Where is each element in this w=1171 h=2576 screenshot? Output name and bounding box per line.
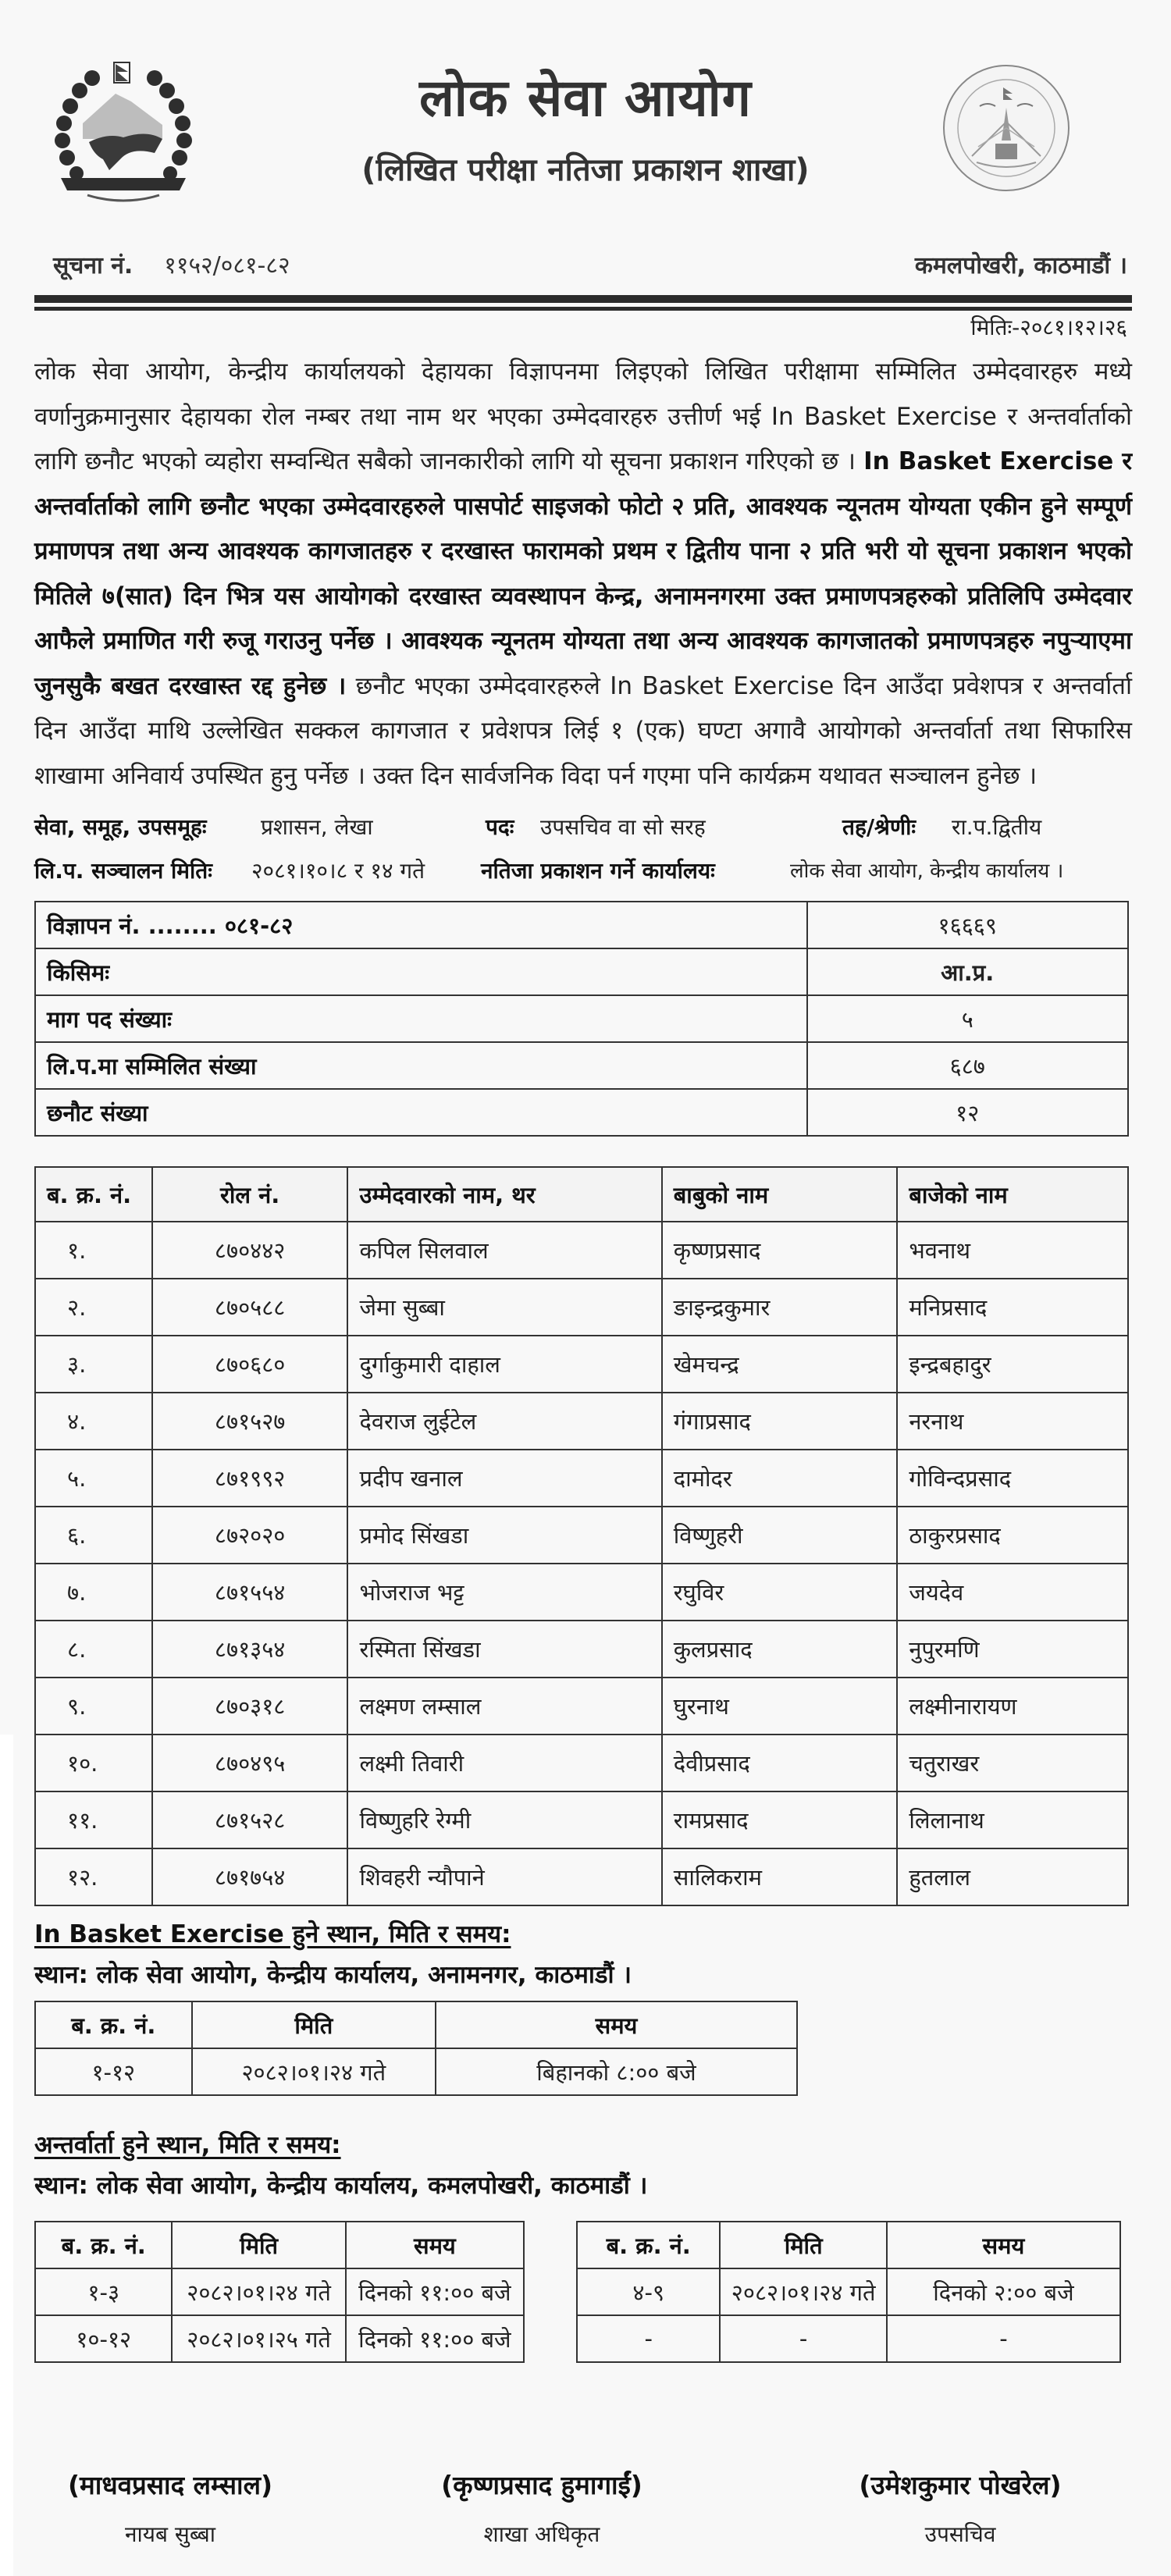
header-divider-thick — [34, 295, 1132, 303]
time-cell: दिनको ११:०० बजे — [346, 2315, 524, 2362]
roll-cell: ८७१७५४ — [152, 1848, 348, 1905]
table-header-row — [577, 2222, 1120, 2268]
info-label: छनौट संख्या — [35, 1089, 807, 1136]
name-cell: कपिल सिलवाल — [347, 1222, 661, 1279]
father-cell: सालिकराम — [662, 1848, 898, 1905]
roll-cell: ८७१९९२ — [152, 1450, 348, 1507]
post-value: उपसचिव वा सो सरह — [540, 814, 706, 840]
roll-cell: ८७०४४२ — [152, 1222, 348, 1279]
signatory-title: नायब सुब्बा — [125, 2521, 215, 2547]
office-location: कमलपोखरी, काठमाडौं । — [914, 252, 1127, 279]
father-cell: रामप्रसाद — [662, 1791, 898, 1848]
father-cell: खेमचन्द्र — [662, 1336, 898, 1393]
table-row — [577, 2315, 1120, 2362]
time-cell: दिनको ११:०० बजे — [346, 2268, 524, 2315]
signature-block-2 — [378, 2467, 706, 2549]
notice-body-attendance: छनौट भएका उम्मेदवारहरुले In Basket Exercise दिन आउँदा प्रवेशपत्र र अन्तर्वार्ता दिन आउँदा माथि उल्लेखित सक्कल कागजात र प्रवेशपत्र लिई १ (एक) घण्टा अगावै आयोगको अन्तर्वार्ता तथा सिफारिस शाखामा अनिवार्य उपस्थित हुनु पर्नेछ । उक्त दिन सार्वजनिक विदा पर्न गएमा पनि कार्यक्रम यथावत सञ्चालन हुनेछ । — [34, 671, 1133, 790]
serial-cell: ११. — [35, 1791, 152, 1848]
name-cell: प्रमोद सिंखडा — [347, 1507, 661, 1564]
name-cell: जेमा सुब्बा — [347, 1279, 661, 1336]
table-row — [35, 1089, 1128, 1136]
father-cell: विष्णुहरी — [662, 1507, 898, 1564]
time-cell: बिहानको ८:०० बजे — [436, 2048, 797, 2095]
serial-cell: २. — [35, 1279, 152, 1336]
grandfather-cell: नुपुरमणि — [897, 1621, 1128, 1678]
serial-range-cell: ४-९ — [577, 2268, 720, 2315]
column-header-time: समय — [887, 2222, 1120, 2268]
table-row — [577, 2268, 1120, 2315]
column-header-date: मिति — [192, 2001, 436, 2048]
column-header-date: मिति — [720, 2222, 886, 2268]
in-basket-schedule-table — [34, 2001, 798, 2096]
exam-date-label: लि.प. सञ्चालन मितिः — [34, 858, 212, 884]
service-label: सेवा, समूह, उपसमूहः — [34, 814, 207, 840]
roll-cell: ८७१३५४ — [152, 1621, 348, 1678]
signatory-name: (कृष्णप्रसाद हुमागाईं) — [441, 2470, 642, 2500]
father-cell: रघुविर — [662, 1564, 898, 1621]
table-header-row — [35, 1167, 1128, 1222]
table-row — [35, 2268, 524, 2315]
roll-cell: ८७०४९५ — [152, 1735, 348, 1791]
signatory-name: (माधवप्रसाद लम्साल) — [67, 2470, 273, 2500]
time-cell: - — [887, 2315, 1120, 2362]
grandfather-cell: लक्ष्मीनारायण — [897, 1678, 1128, 1735]
table-row — [35, 2315, 524, 2362]
notice-label: सूचना नं. — [53, 252, 133, 279]
serial-cell: ४. — [35, 1393, 152, 1450]
name-cell: रस्मिता सिंखडा — [347, 1621, 661, 1678]
column-header-grandfather: बाजेको नाम — [897, 1167, 1128, 1222]
signatory-title: उपसचिव — [924, 2521, 996, 2547]
table-header-row — [35, 2001, 797, 2048]
serial-cell: १२. — [35, 1848, 152, 1905]
serial-cell: १. — [35, 1222, 152, 1279]
table-row — [35, 902, 1128, 948]
roll-cell: ८७०६८० — [152, 1336, 348, 1393]
info-value: आ.प्र. — [807, 948, 1128, 995]
serial-cell: ८. — [35, 1621, 152, 1678]
serial-range-cell: १०-१२ — [35, 2315, 172, 2362]
father-cell: घुरनाथ — [662, 1678, 898, 1735]
date-cell: २०८२।०१।२४ गते — [192, 2048, 436, 2095]
serial-cell: ७. — [35, 1564, 152, 1621]
grandfather-cell: इन्द्रबहादुर — [897, 1336, 1128, 1393]
header-divider-thin — [34, 307, 1132, 311]
serial-cell: ३. — [35, 1336, 152, 1393]
service-value: प्रशासन, लेखा — [261, 814, 373, 840]
table-header-row — [35, 2222, 524, 2268]
selected-candidates-table — [34, 1166, 1129, 1906]
advertisement-info-table — [34, 901, 1129, 1137]
level-value: रा.प.द्वितीय — [952, 814, 1042, 840]
grandfather-cell: नरनाथ — [897, 1393, 1128, 1450]
table-row — [35, 1279, 1128, 1336]
interview-heading: अन्तर्वार्ता हुने स्थान, मिति र समय: — [34, 2131, 341, 2159]
notice-date: मितिः-२०८१।१२।२६ — [970, 315, 1127, 340]
info-label: किसिमः — [35, 948, 807, 995]
grandfather-cell: भवनाथ — [897, 1222, 1128, 1279]
name-cell: भोजराज भट्ट — [347, 1564, 661, 1621]
roll-cell: ८७२०२० — [152, 1507, 348, 1564]
notice-body-instructions: In Basket Exercise र अन्तर्वार्ताको लागि छनौट भएका उम्मेदवारहरुले पासपोर्ट साइजको फोटो २ प्रति, आवश्यक न्यूनतम योग्यता एकीन हुने सम्पूर्ण प्रमाणपत्र तथा अन्य आवश्यक कागजातहरु र दरखास्त फारामको प्रथम र द्वितीय पाना २ प्रति भरी यो सूचना प्रकाशन भएको मितिले ७(सात) दिन भित्र यस आयोगको दरखास्त व्यवस्थापन केन्द्र, अनामनगरमा उक्त प्रमाणपत्रहरुको प्रतिलिपि उम्मेदवार आफैले प्रमाणित गरी रुजू गराउनु पर्नेछ । आवश्यक न्यूनतम योग्यता तथा अन्य आवश्यक कागजातको प्रमाणपत्रहरु नपुऱ्याएमा जुनसुकै बखत दरखास्त रद्द हुनेछ । — [34, 447, 1132, 700]
page-title: लोक सेवा आयोग — [419, 68, 752, 128]
signatory-title: शाखा अधिकृत — [483, 2521, 600, 2547]
column-header-date: मिति — [172, 2222, 345, 2268]
table-row — [35, 1564, 1128, 1621]
father-cell: दामोदर — [662, 1450, 898, 1507]
date-cell: - — [720, 2315, 886, 2362]
serial-cell: ६. — [35, 1507, 152, 1564]
grandfather-cell: मनिप्रसाद — [897, 1279, 1128, 1336]
interview-place: स्थान: लोक सेवा आयोग, केन्द्रीय कार्यालय, कमलपोखरी, काठमाडौं । — [34, 2172, 648, 2200]
table-row — [35, 1678, 1128, 1735]
notice-number-group — [53, 248, 290, 280]
serial-range-cell: १-१२ — [35, 2048, 192, 2095]
info-label: विज्ञापन नं. ........ ०८१-८२ — [35, 902, 807, 948]
table-row — [35, 948, 1128, 995]
table-row — [35, 1042, 1128, 1089]
serial-range-cell: १-३ — [35, 2268, 172, 2315]
serial-range-cell: - — [577, 2315, 720, 2362]
column-header-roll: रोल नं. — [152, 1167, 348, 1222]
serial-cell: १०. — [35, 1735, 152, 1791]
meta-row-service — [34, 812, 1143, 843]
signature-block-1 — [6, 2467, 334, 2549]
table-row — [35, 1393, 1128, 1450]
table-row — [35, 1621, 1128, 1678]
interview-schedule-table-left — [34, 2221, 525, 2363]
signatory-name: (उमेशकुमार पोखरेल) — [859, 2470, 1062, 2500]
table-row — [35, 1450, 1128, 1507]
serial-cell: ५. — [35, 1450, 152, 1507]
father-cell: गंगाप्रसाद — [662, 1393, 898, 1450]
date-cell: २०८२।०१।२४ गते — [720, 2268, 886, 2315]
info-label: लि.प.मा सम्मिलित संख्या — [35, 1042, 807, 1089]
father-cell: कृष्णप्रसाद — [662, 1222, 898, 1279]
grandfather-cell: गोविन्दप्रसाद — [897, 1450, 1128, 1507]
date-cell: २०८२।०१।२४ गते — [172, 2268, 345, 2315]
table-row — [35, 1507, 1128, 1564]
date-cell: २०८२।०१।२५ गते — [172, 2315, 345, 2362]
name-cell: लक्ष्मण लम्साल — [347, 1678, 661, 1735]
info-label: माग पद संख्याः — [35, 995, 807, 1042]
page-edge-strip — [0, 1735, 13, 2576]
result-office-value: लोक सेवा आयोग, केन्द्रीय कार्यालय । — [790, 859, 1064, 883]
name-cell: शिवहरी न्यौपाने — [347, 1848, 661, 1905]
grandfather-cell: जयदेव — [897, 1564, 1128, 1621]
roll-cell: ८७१५२८ — [152, 1791, 348, 1848]
roll-cell: ८७१५५४ — [152, 1564, 348, 1621]
notice-number: ११५२/०८१-८२ — [164, 252, 290, 279]
table-row — [35, 2048, 797, 2095]
info-value: १२ — [807, 1089, 1128, 1136]
grandfather-cell: चतुराखर — [897, 1735, 1128, 1791]
table-row — [35, 1735, 1128, 1791]
column-header-name: उम्मेदवारको नाम, थर — [347, 1167, 661, 1222]
column-header-father: बाबुको नाम — [662, 1167, 898, 1222]
table-row — [35, 1791, 1128, 1848]
info-value: १६६६९ — [807, 902, 1128, 948]
table-row — [35, 1222, 1128, 1279]
time-cell: दिनको २:०० बजे — [887, 2268, 1120, 2315]
name-cell: विष्णुहरि रेग्मी — [347, 1791, 661, 1848]
post-label: पदः — [486, 814, 514, 840]
table-row — [35, 995, 1128, 1042]
table-row — [35, 1848, 1128, 1905]
notice-body — [34, 350, 1132, 799]
name-cell: प्रदीप खनाल — [347, 1450, 661, 1507]
column-header-serial: ब. क्र. नं. — [35, 1167, 152, 1222]
info-value: ६८७ — [807, 1042, 1128, 1089]
roll-cell: ८७१५२७ — [152, 1393, 348, 1450]
name-cell: लक्ष्मी तिवारी — [347, 1735, 661, 1791]
column-header-serial-range: ब. क्र. नं. — [577, 2222, 720, 2268]
signature-block-3 — [796, 2467, 1124, 2549]
interview-schedule-table-right — [576, 2221, 1121, 2363]
in-basket-heading: In Basket Exercise हुने स्थान, मिति र समय: — [34, 1920, 511, 1948]
name-cell: दुर्गाकुमारी दाहाल — [347, 1336, 661, 1393]
father-cell: ङाइन्द्रकुमार — [662, 1279, 898, 1336]
father-cell: देवीप्रसाद — [662, 1735, 898, 1791]
column-header-time: समय — [436, 2001, 797, 2048]
level-label: तह/श्रेणीः — [842, 814, 917, 840]
grandfather-cell: लिलानाथ — [897, 1791, 1128, 1848]
result-office-label: नतिजा प्रकाशन गर्ने कार्यालयः — [481, 858, 715, 884]
notice-body-intro: लोक सेवा आयोग, केन्द्रीय कार्यालयको देहायका विज्ञापनमा लिइएको लिखित परीक्षामा सम्मिलित उम्मेदवारहरु मध्ये वर्णानुक्रमानुसार देहायका रोल नम्बर तथा नाम थर भएका उम्मेदवारहरु उत्तीर्ण भई In Basket Exercise र अन्तर्वार्ताको लागि छनौट भएको व्यहोरा सम्वन्धित सबैको जानकारीको लागि यो सूचना प्रकाशन गरिएको छ । — [34, 358, 1132, 475]
grandfather-cell: ठाकुरप्रसाद — [897, 1507, 1128, 1564]
table-row — [35, 1336, 1128, 1393]
column-header-serial-range: ब. क्र. नं. — [35, 2222, 172, 2268]
info-value: ५ — [807, 995, 1128, 1042]
roll-cell: ८७०३१८ — [152, 1678, 348, 1735]
page-subtitle: (लिखित परीक्षा नतिजा प्रकाशन शाखा) — [361, 152, 810, 188]
grandfather-cell: हुतलाल — [897, 1848, 1128, 1905]
name-cell: देवराज लुईटेल — [347, 1393, 661, 1450]
father-cell: कुलप्रसाद — [662, 1621, 898, 1678]
exam-date-value: २०८१।१०।८ र १४ गते — [251, 858, 425, 884]
serial-cell: ९. — [35, 1678, 152, 1735]
in-basket-place: स्थान: लोक सेवा आयोग, केन्द्रीय कार्यालय, अनामनगर, काठमाडौं । — [34, 1961, 632, 1989]
psc-seal-logo — [941, 62, 1072, 194]
roll-cell: ८७०५८८ — [152, 1279, 348, 1336]
column-header-serial-range: ब. क्र. नं. — [35, 2001, 192, 2048]
meta-row-exam — [34, 856, 1143, 887]
column-header-time: समय — [346, 2222, 524, 2268]
notice-row — [34, 248, 1127, 284]
